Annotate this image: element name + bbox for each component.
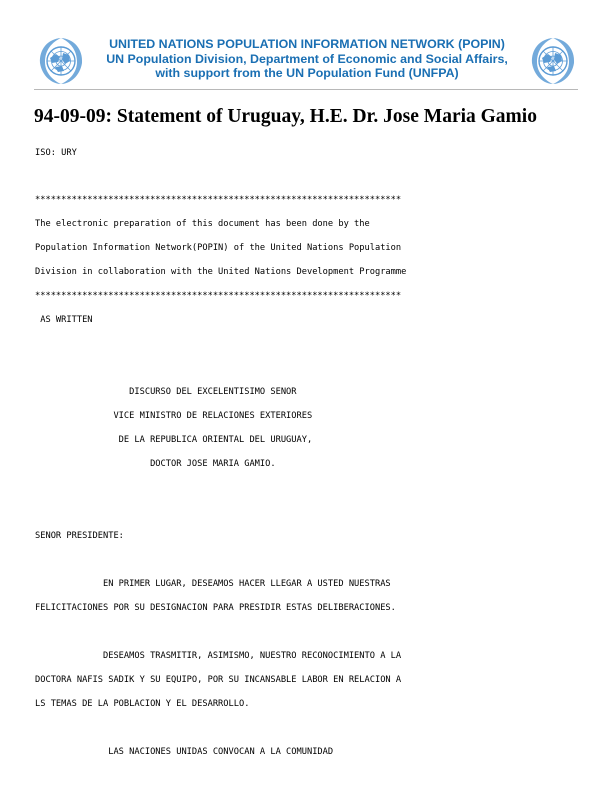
asterisk-divider: ********************************************************************** (35, 291, 402, 301)
iso-code-line: ISO: URY (35, 148, 77, 158)
popin-header (36, 36, 578, 88)
header-line-1: UNITED NATIONS POPULATION INFORMATION NETWORK (POPIN) (109, 37, 505, 51)
header-divider (34, 89, 578, 90)
document-title: 94-09-09: Statement of Uruguay, H.E. Dr. Jose Maria Gamio (34, 106, 537, 127)
preamble-line: Division in collaboration with the United Nations Development Programme (35, 267, 407, 277)
preamble-line: Population Information Network(POPIN) of the United Nations Population (35, 243, 402, 253)
speech-heading-line: DOCTOR JOSE MARIA GAMIO. (35, 459, 276, 469)
speech-line: DESEAMOS TRASMITIR, ASIMISMO, NUESTRO RECONOCIMIENTO A LA (35, 651, 402, 661)
speech-heading-line: VICE MINISTRO DE RELACIONES EXTERIORES (35, 411, 313, 421)
asterisk-divider: ********************************************************************** (35, 195, 402, 205)
un-emblem-icon (528, 36, 578, 86)
header-line-2: UN Population Division, Department of Economic and Social Affairs, (106, 51, 508, 66)
speech-line: LS TEMAS DE LA POBLACION Y EL DESARROLLO. (35, 699, 250, 709)
speech-line: FELICITACIONES POR SU DESIGNACION PARA PRESIDIR ESTAS DELIBERACIONES. (35, 603, 396, 613)
un-emblem-icon (36, 36, 86, 86)
salutation: SENOR PRESIDENTE: (35, 531, 124, 541)
header-line-3: with support from the UN Population Fund (UNFPA) (155, 66, 459, 81)
preamble-line: The electronic preparation of this document has been done by the (35, 219, 370, 229)
as-written-note: AS WRITTEN (35, 315, 93, 325)
speech-line: DOCTORA NAFIS SADIK Y SU EQUIPO, POR SU INCANSABLE LABOR EN RELACION A (35, 675, 402, 685)
speech-line: EN PRIMER LUGAR, DESEAMOS HACER LLEGAR A USTED NUESTRAS (35, 579, 391, 589)
header-text (90, 37, 524, 81)
speech-line: LAS NACIONES UNIDAS CONVOCAN A LA COMUNIDAD (35, 747, 334, 757)
speech-heading-line: DISCURSO DEL EXCELENTISIMO SENOR (35, 387, 297, 397)
speech-heading-line: DE LA REPUBLICA ORIENTAL DEL URUGUAY, (35, 435, 313, 445)
